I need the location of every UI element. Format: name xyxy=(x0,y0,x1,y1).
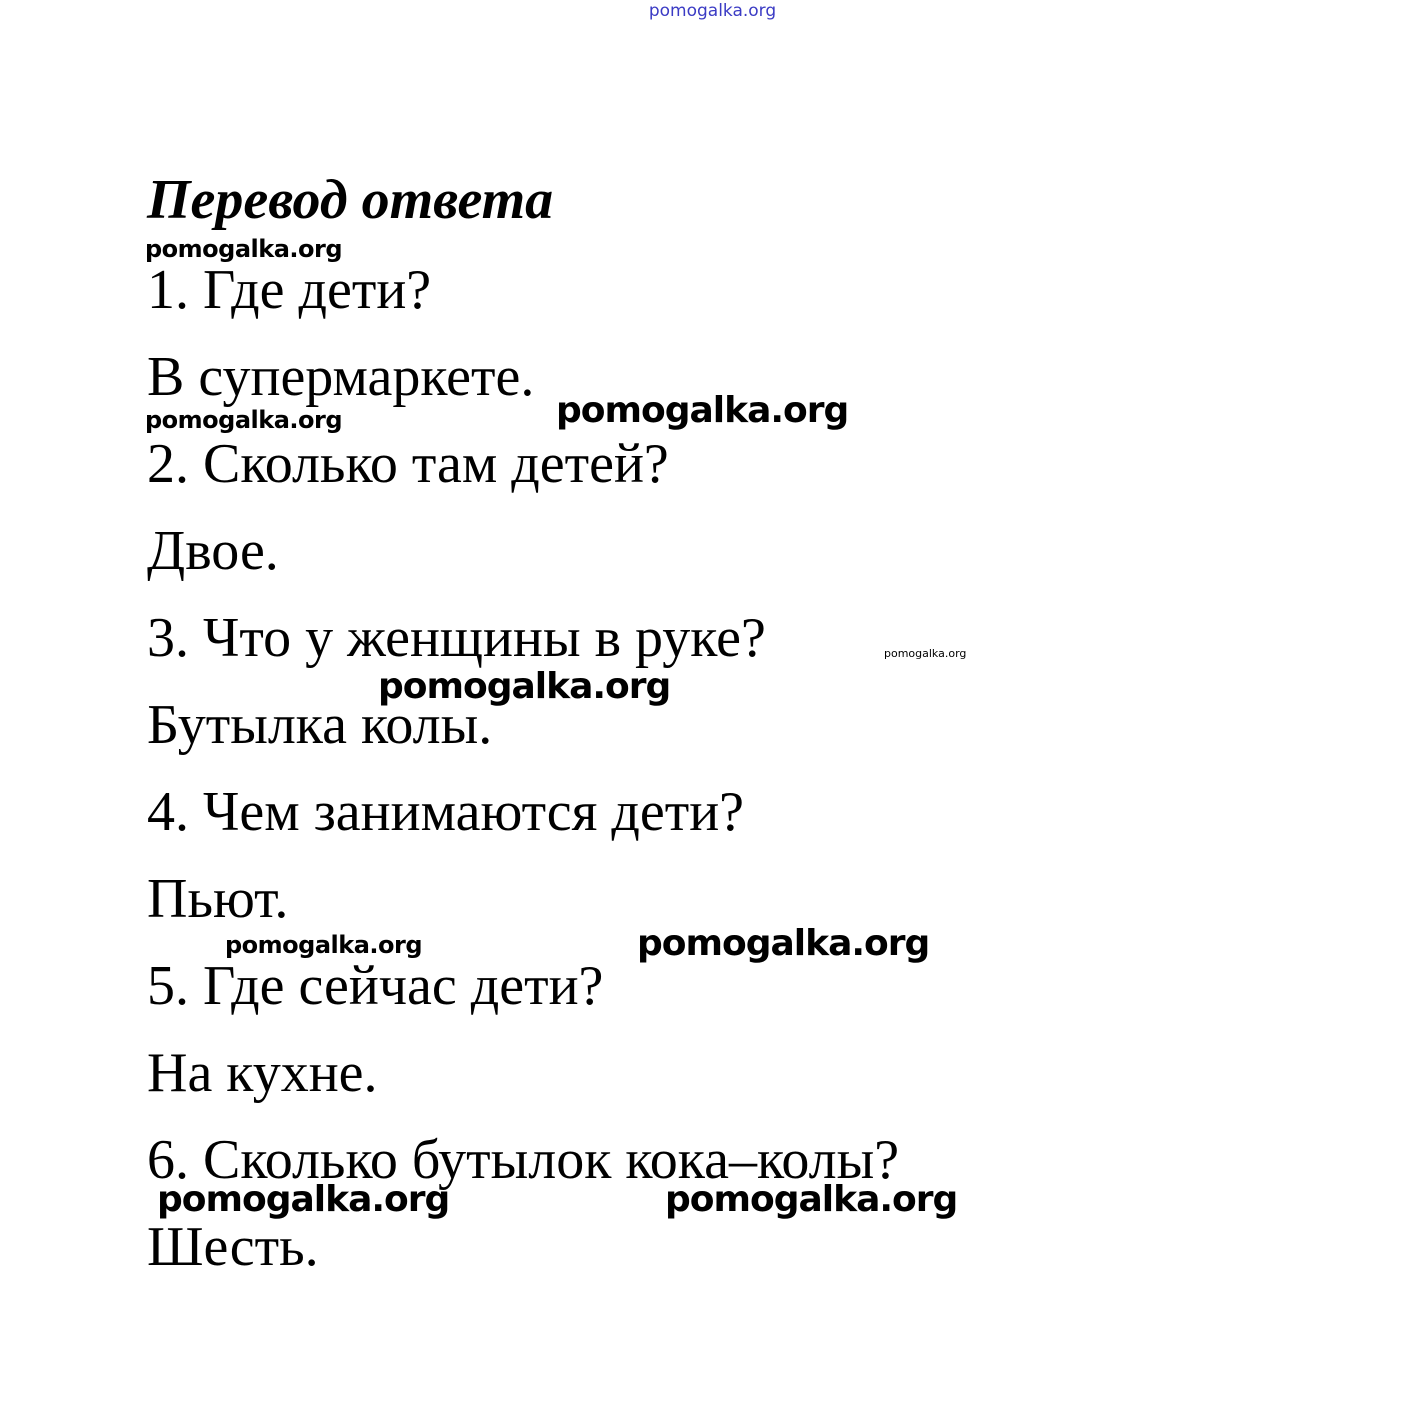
watermark: pomogalka.org xyxy=(157,1179,450,1220)
question-6: 6. Сколько бутылок кока–колы? xyxy=(147,1129,900,1191)
question-4: 4. Чем занимаются дети? xyxy=(147,781,745,843)
question-5: 5. Где сейчас дети? xyxy=(147,955,604,1017)
answer-6: Шесть. xyxy=(147,1216,319,1278)
page-title: Перевод ответа xyxy=(147,169,554,231)
answer-1: В супермаркете. xyxy=(147,346,535,408)
watermark: pomogalka.org xyxy=(145,235,343,263)
answer-2: Двое. xyxy=(147,520,279,582)
question-1: 1. Где дети? xyxy=(147,259,432,321)
answer-3: Бутылка колы. xyxy=(147,694,493,756)
question-3: 3. Что у женщины в руке? xyxy=(147,607,766,669)
answer-4: Пьют. xyxy=(147,868,289,930)
watermark: pomogalka.org xyxy=(637,923,930,964)
watermark: pomogalka.org xyxy=(225,931,423,959)
watermark: pomogalka.org xyxy=(378,666,671,707)
watermark: pomogalka.org xyxy=(884,647,967,660)
watermark: pomogalka.org xyxy=(556,390,849,431)
question-2: 2. Сколько там детей? xyxy=(147,433,669,495)
watermark: pomogalka.org xyxy=(665,1179,958,1220)
answer-5: На кухне. xyxy=(147,1042,378,1104)
top-watermark: pomogalka.org xyxy=(648,1,777,21)
watermark: pomogalka.org xyxy=(145,406,343,434)
